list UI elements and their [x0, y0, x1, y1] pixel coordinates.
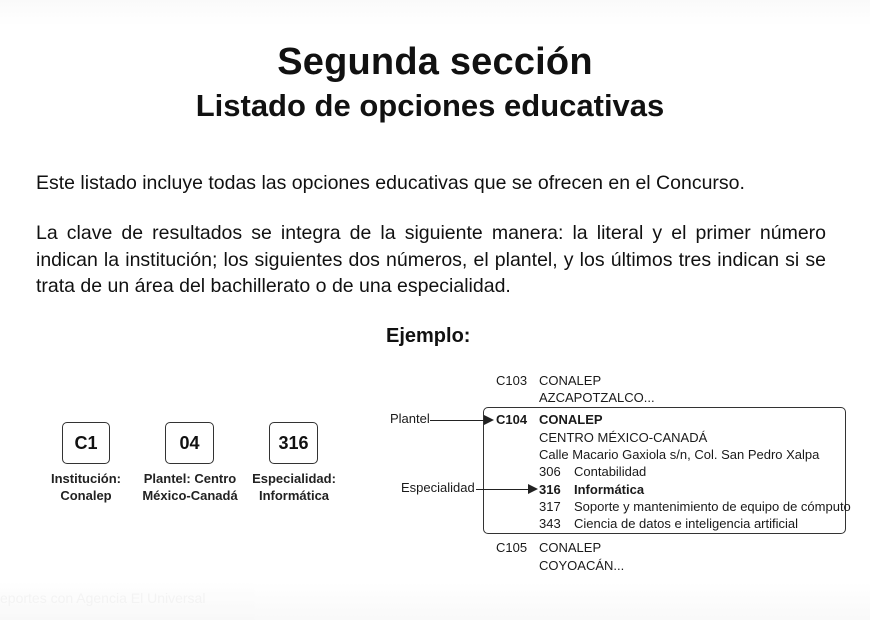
option-label: Soporte y mantenimiento de equipo de cómputo [574, 499, 851, 514]
caption-plantel-line1: Plantel: Centro [143, 471, 237, 486]
page-subtitle: Listado de opciones educativas [195, 88, 665, 123]
listing-after-name: COYOACÁN... [539, 558, 625, 573]
code-especialidad: 316 [278, 432, 309, 453]
option-code: 317 [539, 499, 561, 514]
code-plantel: 04 [179, 432, 200, 453]
example-heading: Ejemplo: [386, 325, 471, 347]
arrow-right-icon [476, 489, 536, 490]
caption-institution [46, 470, 126, 504]
code-box-plantel [165, 422, 214, 464]
option-code: 343 [539, 516, 561, 531]
option-label: Ciencia de datos e inteligencia artificial [574, 516, 799, 531]
caption-institution-line1: Institución: [50, 471, 122, 486]
caption-plantel [140, 470, 240, 504]
option-label-highlighted: Informática [574, 482, 645, 497]
caption-institution-line2: Conalep [60, 488, 112, 503]
listing-after-code: C105 [496, 540, 528, 555]
key-explanation-paragraph: La clave de resultados se integra de la siguiente manera: la literal y el primer número indican la institución; los siguientes dos números, el plantel, y los últimos tres indican si se trata de un área del bachillerato o de una especialidad. [36, 222, 826, 297]
page-title: Segunda sección [277, 41, 593, 83]
code-box-institution [62, 422, 110, 464]
caption-especialidad [248, 470, 340, 504]
pointer-label-plantel: Plantel [390, 411, 430, 426]
arrow-right-icon [430, 420, 492, 421]
listing-selected-name: CENTRO MÉXICO-CANADÁ [539, 430, 708, 445]
option-code-highlighted: 316 [539, 482, 561, 497]
listing-before-name: AZCAPOTZALCO... [539, 390, 655, 405]
listing-selected-institution: CONALEP [539, 412, 603, 427]
intro-paragraph: Este listado incluye todas las opciones educativas que se ofrecen en el Concurso. [36, 172, 745, 194]
caption-plantel-line2: México-Canadá [142, 488, 238, 503]
bottom-overlay-caption: eportes con Agencia El Universal [0, 590, 206, 606]
caption-especialidad-line1: Especialidad: [252, 471, 336, 486]
listing-before-institution: CONALEP [539, 373, 602, 388]
caption-especialidad-line2: Informática [258, 488, 330, 503]
top-overlay-strip [0, 0, 870, 26]
code-box-especialidad [269, 422, 318, 464]
listing-before-code: C103 [496, 373, 528, 388]
option-code: 306 [539, 464, 561, 479]
listing-selected-address: Calle Macario Gaxiola s/n, Col. San Pedro Xalpa [539, 447, 820, 462]
listing-selected-code: C104 [496, 412, 528, 427]
code-institution: C1 [74, 432, 98, 453]
bottom-overlay-strip [0, 582, 870, 620]
option-label: Contabilidad [574, 464, 647, 479]
listing-after-institution: CONALEP [539, 540, 602, 555]
pointer-label-especialidad: Especialidad [401, 480, 475, 495]
